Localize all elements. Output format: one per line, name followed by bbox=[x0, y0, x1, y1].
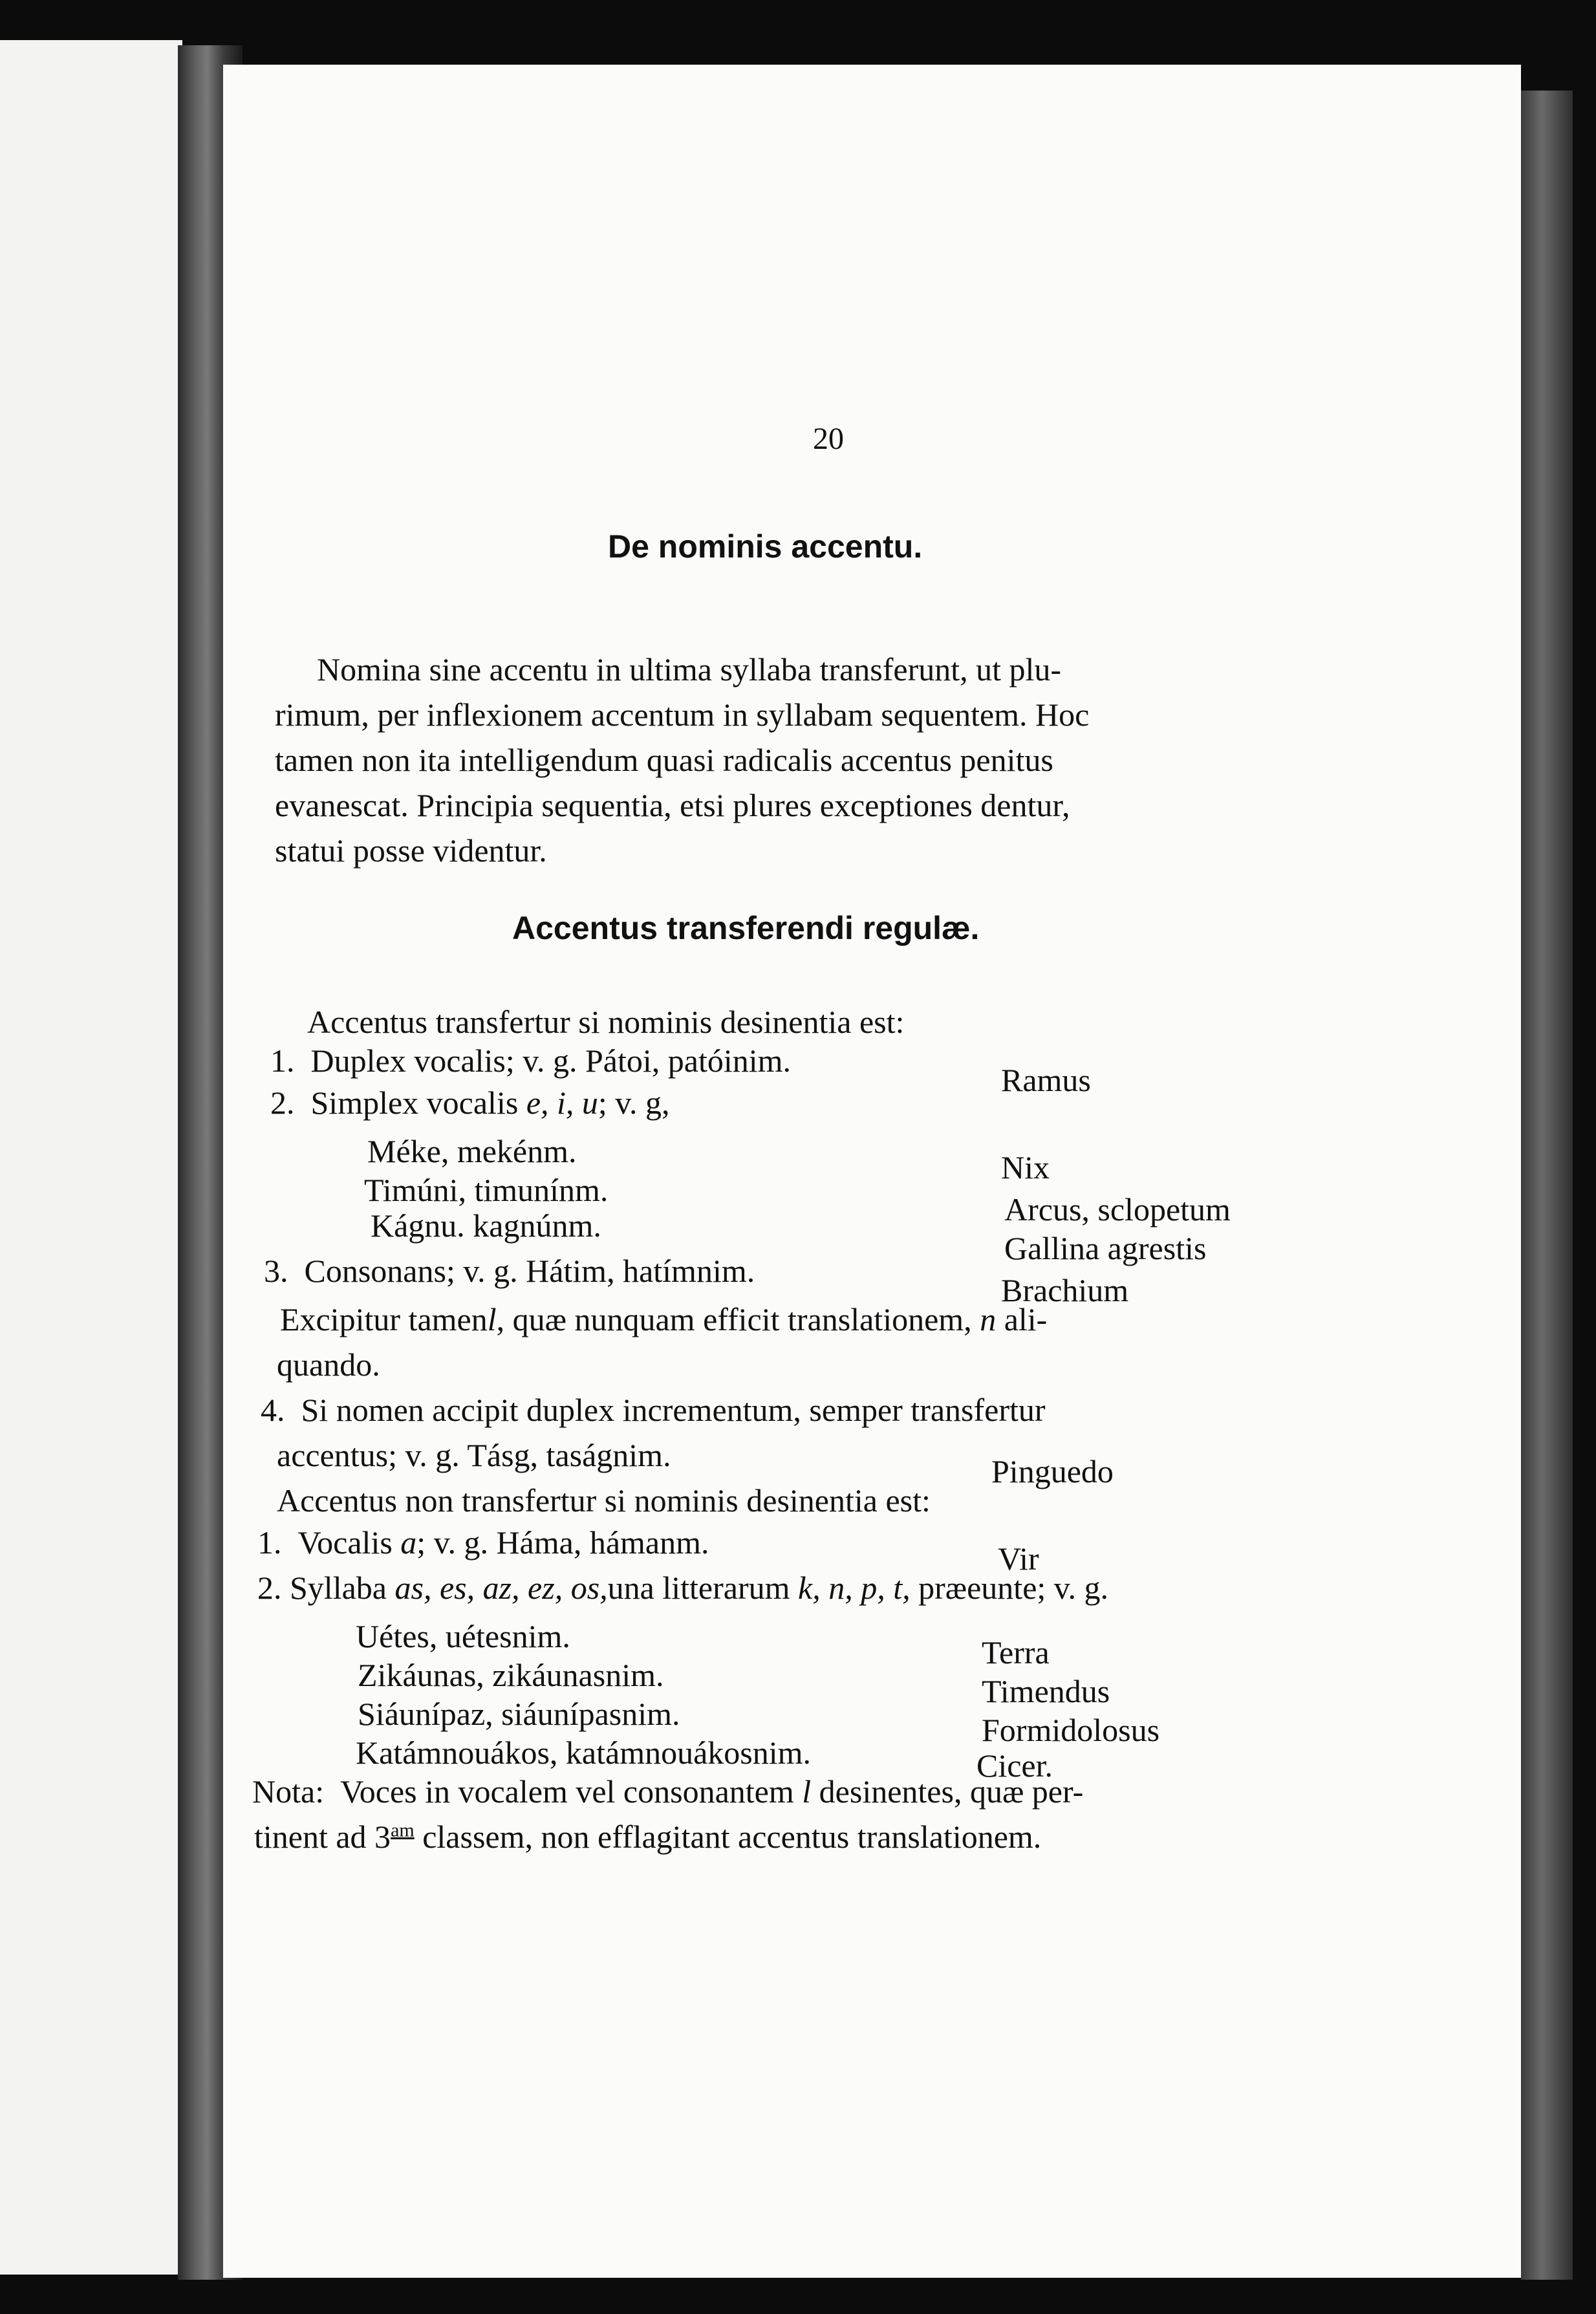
facing-page bbox=[0, 40, 182, 2275]
nontrans-intro: Accentus non transfertur si nominis desinentia est: bbox=[277, 1482, 931, 1519]
rule-text: Consonans; v. g. Hátim, hatímnim. bbox=[304, 1253, 755, 1289]
example-word: Uétes, uétesnim. bbox=[356, 1618, 570, 1654]
example-gloss: Formidolosus bbox=[982, 1712, 1160, 1748]
intro-line-3: tamen non ita intelligendum quasi radicalis accentus penitus bbox=[275, 742, 1053, 778]
nota-label: Nota: bbox=[252, 1773, 325, 1810]
rule-2 bbox=[270, 1087, 670, 1119]
vowel-letters: e, i, u bbox=[526, 1085, 598, 1121]
nota-line-2 bbox=[254, 1821, 1041, 1853]
rule-4-gloss: Pinguedo bbox=[991, 1453, 1114, 1489]
rule-number: 1. bbox=[257, 1524, 282, 1561]
rule-1-gloss: Ramus bbox=[1001, 1062, 1091, 1098]
letters: k, n, p, t, bbox=[798, 1570, 911, 1606]
nrule-1 bbox=[257, 1526, 709, 1559]
exception-text: , quæ nunquam efficit translationem, bbox=[496, 1301, 972, 1337]
rule-text: Duplex vocalis; v. g. Pátoi, patóinim. bbox=[310, 1043, 792, 1079]
rule-number: 3. bbox=[264, 1253, 288, 1289]
nota-line-1 bbox=[252, 1775, 1083, 1808]
rule-3-gloss: Brachium bbox=[1001, 1272, 1129, 1308]
example-gloss: Cicer. bbox=[976, 1747, 1053, 1784]
syllables: as, es, az, ez, os, bbox=[394, 1570, 608, 1606]
rules-intro: Accentus transfertur si nominis desinentia est: bbox=[307, 1004, 905, 1040]
page-number: 20 bbox=[813, 422, 844, 456]
rule-1 bbox=[270, 1044, 791, 1077]
intro-line-4: evanescat. Principia sequentia, etsi plures exceptiones dentur, bbox=[275, 787, 1070, 823]
rule-text: una litterarum bbox=[607, 1570, 790, 1606]
intro-line-2: rimum, per inflexionem accentum in syllabam sequentem. Hoc bbox=[275, 697, 1090, 733]
example-word: Zikáunas, zikáunasnim. bbox=[358, 1657, 664, 1693]
rule-4 bbox=[261, 1394, 1046, 1426]
letter-n: n bbox=[980, 1301, 997, 1337]
example-gloss: Nix bbox=[1001, 1149, 1050, 1185]
rule-text: Simplex vocalis bbox=[310, 1085, 519, 1121]
exception-text: Excipitur tamen bbox=[280, 1301, 488, 1337]
rule-text-end: ; v. g, bbox=[598, 1085, 670, 1121]
vowel-a: a bbox=[400, 1524, 417, 1561]
section-heading: De nominis accentu. bbox=[608, 528, 923, 565]
nota-text: Voces in vocalem vel consonantem bbox=[340, 1773, 794, 1810]
letter-l: l bbox=[802, 1773, 812, 1810]
exception-line-1 bbox=[280, 1303, 1047, 1335]
rule-text: Syllaba bbox=[290, 1570, 387, 1606]
example-word: Siáunípaz, siáunípasnim. bbox=[358, 1696, 680, 1732]
nota-text: classem, non efflagitant accentus translationem. bbox=[422, 1819, 1042, 1855]
rule-text-end: præeunte; v. g. bbox=[918, 1570, 1109, 1606]
letter-l: l bbox=[487, 1301, 497, 1337]
example-word: Méke, mekénm. bbox=[367, 1133, 577, 1169]
rule-3 bbox=[264, 1255, 755, 1287]
example-word: Kágnu. kagnúnm. bbox=[371, 1207, 601, 1244]
nota-text: desinentes, quæ per- bbox=[819, 1773, 1084, 1810]
page-edge bbox=[1521, 91, 1573, 2280]
exception-text: ali- bbox=[1004, 1301, 1048, 1337]
example-gloss: Timendus bbox=[982, 1673, 1110, 1709]
rule-text: Si nomen accipit duplex incrementum, semper transfertur bbox=[301, 1392, 1046, 1428]
book-page bbox=[223, 65, 1521, 2278]
rule-number: 2. bbox=[270, 1085, 295, 1121]
example-word: Katámnouákos, katámnouákosnim. bbox=[356, 1735, 812, 1771]
nrule-1-gloss: Vir bbox=[998, 1541, 1039, 1577]
intro-line-1: Nomina sine accentu in ultima syllaba transferunt, ut plu- bbox=[317, 651, 1062, 687]
rule-number: 2. bbox=[257, 1570, 282, 1606]
nota-text: tinent ad 3 bbox=[254, 1819, 391, 1855]
rule-4-line-2: accentus; v. g. Tásg, taságnim. bbox=[277, 1437, 671, 1473]
example-gloss: Terra bbox=[982, 1634, 1050, 1671]
exception-line-2: quando. bbox=[277, 1346, 380, 1383]
rule-text: Vocalis bbox=[297, 1524, 393, 1561]
intro-line-5: statui posse videntur. bbox=[275, 832, 547, 869]
example-gloss: Gallina agrestis bbox=[1004, 1230, 1207, 1266]
rules-heading: Accentus transferendi regulæ. bbox=[512, 910, 980, 946]
rule-text-end: ; v. g. Háma, hámanm. bbox=[416, 1524, 709, 1561]
ordinal-superscript: am bbox=[391, 1819, 415, 1841]
example-gloss: Arcus, sclopetum bbox=[1004, 1191, 1231, 1227]
example-word: Timúni, timunínm. bbox=[364, 1172, 609, 1208]
nrule-2 bbox=[257, 1572, 1108, 1604]
rule-number: 1. bbox=[270, 1043, 295, 1079]
rule-number: 4. bbox=[261, 1392, 285, 1428]
